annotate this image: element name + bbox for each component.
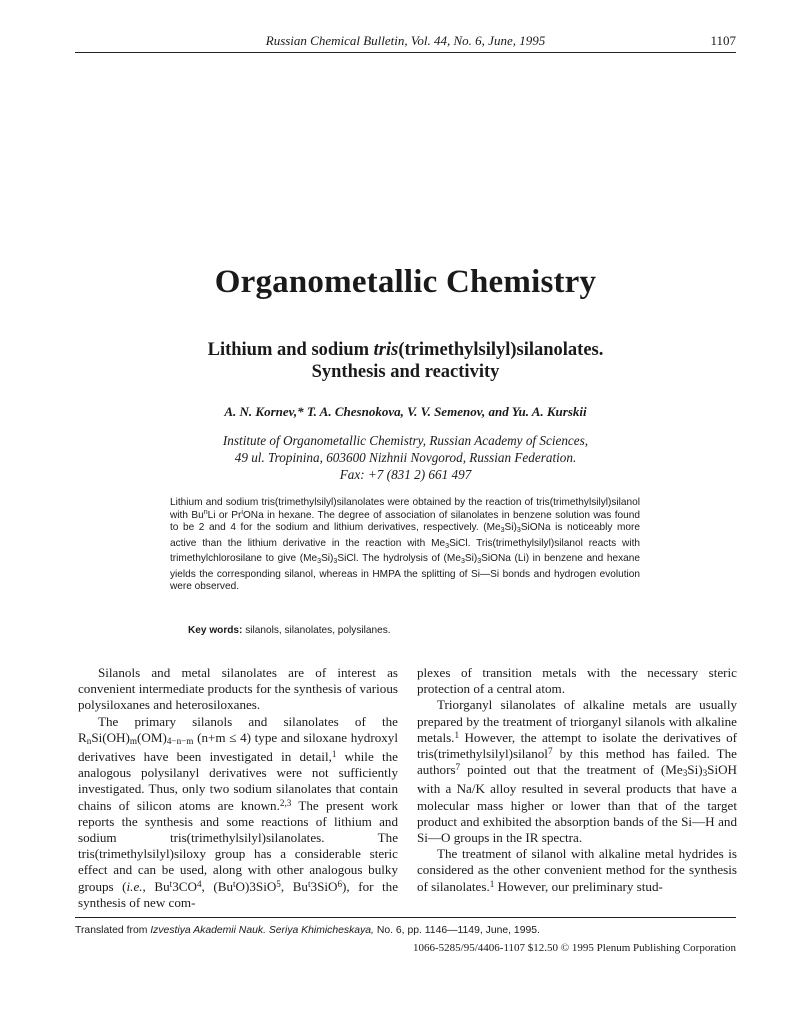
paragraph: Silanols and metal silanolates are of interest as convenient intermediate products for the synthesis of various polysiloxanes and heterosiloxanes. xyxy=(78,665,398,713)
subscript: 3 xyxy=(500,527,505,534)
body-text: The treatment of silanol with alkaline metal hydrides is considered as the other convenient method for the synthesis of silanolates. xyxy=(417,846,737,894)
title-italic: tris xyxy=(373,340,399,360)
title-text: (trimethylsilyl)silanolates. xyxy=(398,340,604,360)
abstract-text: Lithium and sodium tris(trimethylsilyl)silanolates were obtained by the reaction of tris(trimethylsilyl)silanol with Bu xyxy=(170,497,640,521)
affiliation-fax: Fax: +7 (831 2) 661 497 xyxy=(339,467,472,482)
subscript: 4−n−m xyxy=(166,735,194,746)
subscript: 3 xyxy=(317,558,322,565)
body-text: The present work reports the synthesis and some reactions of lithium and sodium tris(trimethylsilyl)silanolates. The tris(trimethylsilyl)siloxy group has a considerable steric effect and can be used, along with other analogous bulky groups ( xyxy=(78,797,398,894)
superscript: n xyxy=(203,508,208,516)
body-text: However, the attempt to isolate the derivatives of tris(trimethylsilyl)silanol xyxy=(417,729,737,762)
footnote-text: Translated from xyxy=(75,925,151,936)
body-text: SiOH with a Na/K alloy resulted in several products that have a molecular mass higher or lower than that of the target product and exhibited the absorption bands of the Si—H and Si—O groups in the IR spectra. xyxy=(417,762,737,846)
superscript: t xyxy=(169,878,173,889)
body-text: (OM) xyxy=(137,729,167,745)
body-text: 3SiO xyxy=(310,878,338,894)
body-text: The primary silanols and silanolates of the R xyxy=(78,713,398,745)
paragraph xyxy=(417,846,737,895)
subscript: 3 xyxy=(477,558,482,565)
body-text: by this method has failed. The authors xyxy=(417,746,737,778)
body-text: 3CO xyxy=(172,878,197,894)
abstract xyxy=(170,497,640,594)
page-number: 1107 xyxy=(710,33,736,48)
paragraph xyxy=(78,714,398,911)
affiliation xyxy=(75,432,736,483)
body-text: while the analogous polysilanyl derivatives were not sufficiently investigated. Thus, only two sodium silanolates that contain chains of silicon atoms are known. xyxy=(78,749,398,813)
reference-marker: 5 xyxy=(276,878,281,889)
abstract-text: SiONa is noticeably more active than the lithium derivative in the reaction with Me xyxy=(170,522,640,549)
translation-note xyxy=(75,925,736,936)
body-text: , Bu xyxy=(142,878,170,894)
abstract-text: Si) xyxy=(464,553,478,564)
abstract-text: Si) xyxy=(321,553,334,564)
body-text: , Bu xyxy=(280,878,308,894)
reference-marker: 7 xyxy=(455,762,461,773)
superscript: t xyxy=(233,878,236,889)
authors: A. N. Kornev,* T. A. Chesnokova, V. V. Semenov, and Yu. A. Kurskii xyxy=(224,404,587,419)
source-journal: Izvestiya Akademii Nauk. Seriya Khimicheskaya, xyxy=(150,925,374,936)
body-text: Si(OH) xyxy=(91,729,130,745)
reference-marker: 2,3 xyxy=(279,797,292,808)
affiliation-line: Institute of Organometallic Chemistry, Russian Academy of Sciences, xyxy=(222,433,589,448)
superscript: t xyxy=(307,878,311,889)
body-text: pointed out that the treatment of (Me xyxy=(460,762,683,778)
article-title xyxy=(75,339,736,383)
section-title: Organometallic Chemistry xyxy=(214,264,597,300)
body-text: (n+m ≤ 4) type and siloxane hydroxyl derivatives have been investigated in detail, xyxy=(78,729,398,765)
subscript: 3 xyxy=(460,558,465,565)
subscript: 3 xyxy=(682,768,688,779)
reference-marker: 1 xyxy=(489,878,495,889)
keywords-text: silanols, silanolates, polysilanes. xyxy=(242,625,391,636)
subscript: n xyxy=(86,735,92,746)
body-column-right xyxy=(417,665,737,895)
subscript: 3 xyxy=(702,768,708,779)
body-column-left xyxy=(78,665,398,911)
affiliation-line: 49 ul. Tropinina, 603600 Nizhnii Novgorod, Russian Federation. xyxy=(234,450,577,465)
body-text: ), for the synthesis of new com- xyxy=(78,878,399,910)
title-text: Lithium and sodium xyxy=(207,340,374,360)
body-italic: i.e. xyxy=(126,878,143,894)
journal-citation: Russian Chemical Bulletin, Vol. 44, No. 6, June, 1995 xyxy=(265,33,546,48)
running-head xyxy=(75,33,736,51)
body-text: However, our preliminary stud- xyxy=(494,878,663,894)
paragraph: plexes of transition metals with the necessary steric protection of a central atom. xyxy=(417,665,737,697)
reference-marker: 4 xyxy=(196,878,202,889)
reference-marker: 1 xyxy=(454,729,460,740)
footnote-text: No. 6, pp. 1146—1149, June, 1995. xyxy=(373,925,540,936)
superscript: i xyxy=(241,508,243,516)
copyright-line: 1066-5285/95/4406-1107 $12.50 © 1995 Plenum Publishing Corporation xyxy=(413,942,736,954)
reference-marker: 1 xyxy=(331,749,337,760)
reference-marker: 7 xyxy=(547,746,553,757)
paragraph xyxy=(417,697,737,846)
article-title-line2: Synthesis and reactivity xyxy=(311,362,500,382)
subscript: 3 xyxy=(333,558,338,565)
abstract-text: Li or Pr xyxy=(207,509,242,521)
keywords-label: Key words: xyxy=(188,625,243,636)
abstract-text: SiCl. Tris(trimethylsilyl)silanol reacts with trimethylchlorosilane to give (Me xyxy=(170,537,641,564)
article-title-line1 xyxy=(75,339,736,361)
abstract-text: SiCl. The hydrolysis of (Me xyxy=(337,553,461,564)
reference-marker: 6 xyxy=(337,878,343,889)
body-text: Triorganyl silanolates of alkaline metals are usually prepared by the treatment of triorganyl silanols with alkaline metals. xyxy=(417,697,737,745)
abstract-text: ONa in hexane. The degree of association of silanolates in benzene solution was found to be 2 and 4 for the sodium and lithium derivatives, respectively. (Me xyxy=(170,509,640,533)
subscript: 3 xyxy=(445,542,450,550)
subscript: m xyxy=(129,735,137,746)
footer-rule xyxy=(75,917,736,918)
header-rule xyxy=(75,52,736,53)
keywords xyxy=(188,625,648,636)
body-text: Si) xyxy=(687,762,703,778)
abstract-text: SiONa (Li) in benzene and hexane yields the corresponding silanol, whereas in HMPA the splitting of Si—Si bonds and hydrogen evolution were observed. xyxy=(170,553,640,592)
subscript: 3 xyxy=(516,527,521,534)
abstract-text: Si) xyxy=(504,522,517,533)
body-text: , (Bu xyxy=(201,878,233,894)
body-text: O)3SiO xyxy=(235,878,277,894)
